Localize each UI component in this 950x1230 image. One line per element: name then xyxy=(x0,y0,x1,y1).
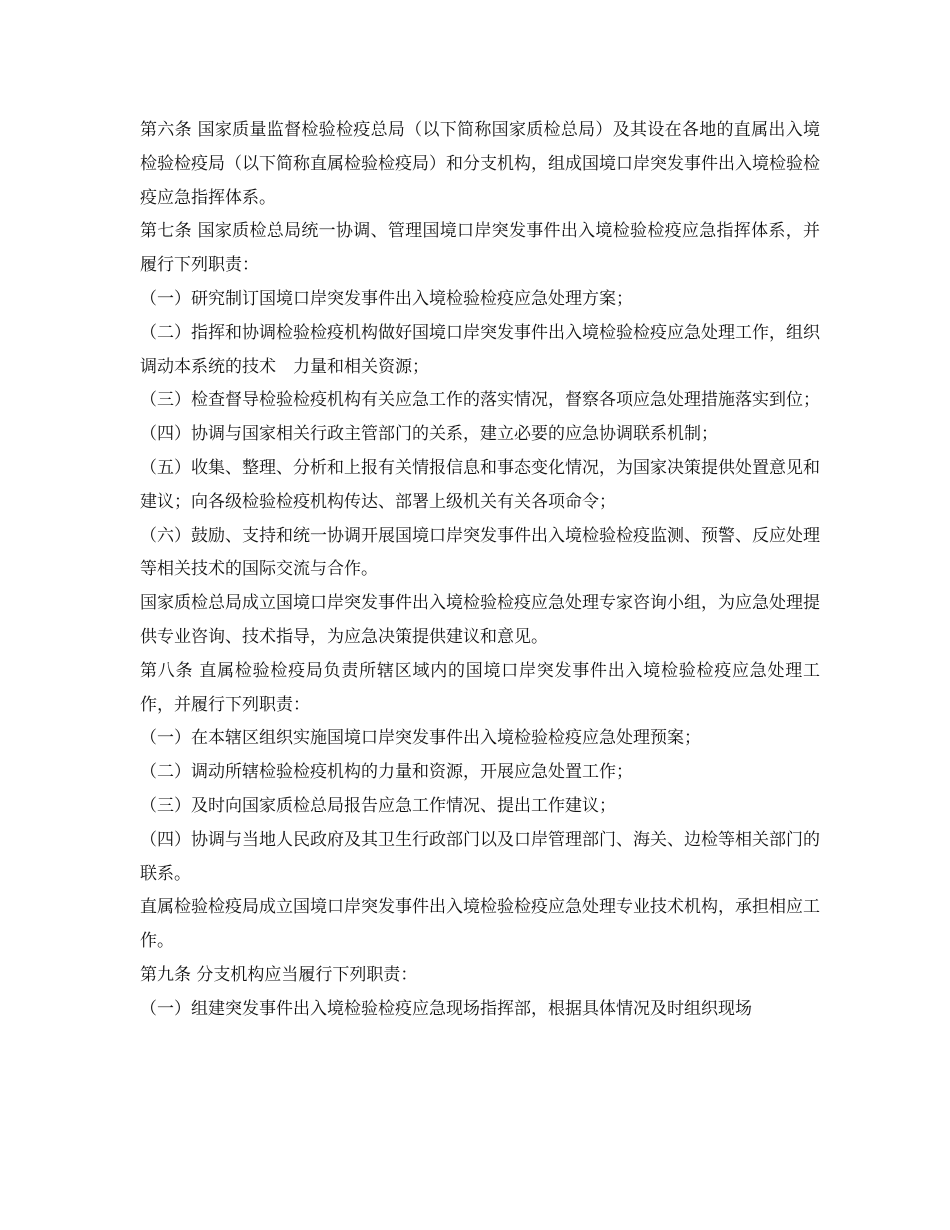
article-8-item-1: （一）在本辖区组织实施国境口岸突发事件出入境检验检疫应急处理预案； xyxy=(140,728,701,749)
article-8-item-3: （三）及时向国家质检总局报告应急工作情况、提出工作建议； xyxy=(140,795,616,816)
article-9-item-1: （一）组建突发事件出入境检验检疫应急现场指挥部，根据具体情况及时组织现场 xyxy=(140,998,752,1019)
article-7-expert-group: 国家质检总局成立国境口岸突发事件出入境检验检疫应急处理专家咨询小组，为应急处理提供专业咨询、技术指导，为应急决策提供建议和意见。 xyxy=(140,593,820,647)
article-8-item-2: （二）调动所辖检验检疫机构的力量和资源，开展应急处置工作； xyxy=(140,762,633,783)
article-7: 第七条 国家质检总局统一协调、管理国境口岸突发事件出入境检验检疫应急指挥体系，并履行下列职责： xyxy=(140,221,820,276)
document-page xyxy=(140,114,820,1027)
article-8-item-4: （四）协调与当地人民政府及其卫生行政部门以及口岸管理部门、海关、边检等相关部门的联系。 xyxy=(140,829,820,884)
article-8: 第八条 直属检验检疫局负责所辖区域内的国境口岸突发事件出入境检验检疫应急处理工作，并履行下列职责： xyxy=(140,660,820,715)
article-7-item-3: （三）检查督导检验检疫机构有关应急工作的落实情况，督察各项应急处理措施落实到位； xyxy=(140,390,820,411)
article-7-item-1: （一）研究制订国境口岸突发事件出入境检验检疫应急处理方案； xyxy=(140,288,633,309)
article-6: 第六条 国家质量监督检验检疫总局（以下简称国家质检总局）及其设在各地的直属出入境检验检疫局（以下简称直属检验检疫局）和分支机构，组成国境口岸突发事件出入境检验检疫应急指挥体系。 xyxy=(140,120,820,208)
article-7-item-5: （五）收集、整理、分析和上报有关情报信息和事态变化情况，为国家决策提供处置意见和建议；向各级检验检疫机构传达、部署上级机关有关各项命令； xyxy=(140,457,820,512)
article-9: 第九条 分支机构应当履行下列职责： xyxy=(140,964,418,985)
article-7-item-6: （六）鼓励、支持和统一协调开展国境口岸突发事件出入境检验检疫监测、预警、反应处理等相关技术的国际交流与合作。 xyxy=(140,525,820,580)
article-7-item-4: （四）协调与国家相关行政主管部门的关系，建立必要的应急协调联系机制； xyxy=(140,424,718,445)
article-8-technical-body: 直属检验检疫局成立国境口岸突发事件出入境检验检疫应急处理专业技术机构，承担相应工作。 xyxy=(140,897,820,952)
article-7-item-2: （二）指挥和协调检验检疫机构做好国境口岸突发事件出入境检验检疫应急处理工作，组织调动本系统的技术 力量和相关资源； xyxy=(140,322,820,377)
